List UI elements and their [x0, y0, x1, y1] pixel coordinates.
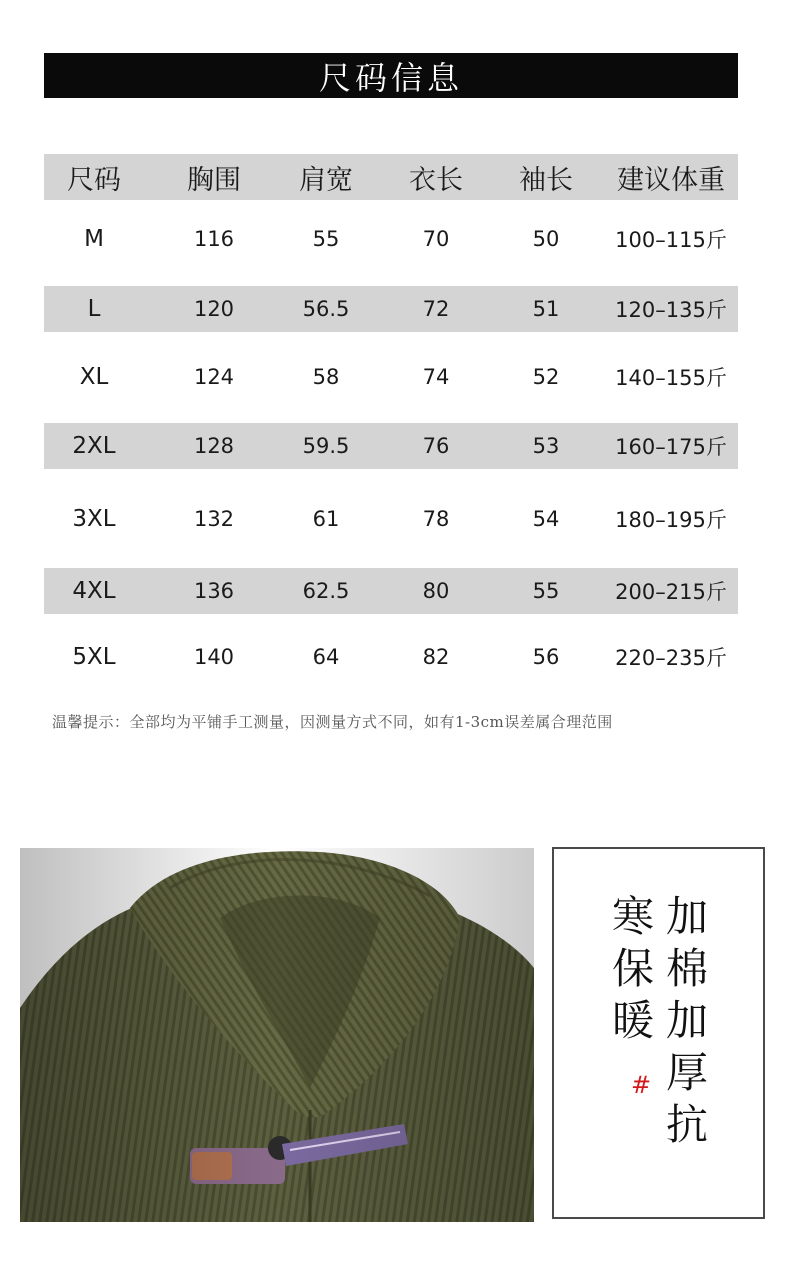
weight-cell: 220–235斤: [615, 646, 727, 670]
sleeve-cell: 53: [532, 434, 560, 458]
shoulder-cell: 61: [312, 507, 340, 531]
length-cell: 72: [422, 297, 450, 321]
length-cell: 70: [422, 227, 450, 251]
table-row: [44, 496, 738, 542]
size-cell: M: [84, 226, 104, 252]
table-row: [44, 568, 738, 614]
sleeve-cell: 50: [532, 227, 560, 251]
sleeve-cell: 51: [532, 297, 560, 321]
length-cell: 80: [422, 579, 450, 603]
promo-char: 厚: [666, 1048, 709, 1097]
size-info-title: 尺码信息: [44, 53, 738, 98]
promo-char: 加: [666, 892, 709, 941]
table-header: [44, 154, 738, 200]
sleeve-cell: 54: [532, 507, 560, 531]
jacket-collar-photo: [20, 848, 534, 1222]
header-size: 尺码: [67, 164, 121, 196]
sleeve-cell: 52: [532, 365, 560, 389]
table-row: [44, 354, 738, 400]
hash-mark: #: [631, 1071, 652, 1099]
header-shoulder: 肩宽: [299, 164, 353, 196]
chest-cell: 132: [193, 507, 235, 531]
promo-box: [552, 847, 765, 1219]
weight-cell: 120–135斤: [615, 298, 727, 322]
chest-cell: 116: [193, 227, 235, 251]
chest-cell: 120: [193, 297, 235, 321]
sleeve-cell: 56: [532, 645, 560, 669]
shoulder-cell: 58: [312, 365, 340, 389]
promo-right-column: [666, 891, 708, 1151]
promo-char: 保: [612, 944, 655, 993]
length-cell: 76: [422, 434, 450, 458]
weight-cell: 160–175斤: [615, 435, 727, 459]
chest-cell: 136: [193, 579, 235, 603]
shoulder-cell: 62.5: [302, 579, 350, 603]
promo-char: 暖: [612, 996, 655, 1045]
shoulder-cell: 55: [312, 227, 340, 251]
promo-char: 棉: [666, 944, 709, 993]
size-cell: 3XL: [72, 506, 116, 532]
size-cell: XL: [79, 364, 109, 390]
length-cell: 82: [422, 645, 450, 669]
weight-cell: 100–115斤: [615, 228, 727, 252]
measurement-note: 温馨提示：全部均为平铺手工测量，因测量方式不同，如有1-3cm误差属合理范围: [52, 713, 613, 731]
shoulder-cell: 56.5: [302, 297, 350, 321]
shoulder-cell: 64: [312, 645, 340, 669]
chest-cell: 140: [193, 645, 235, 669]
promo-left-column: [612, 891, 654, 1047]
header-length: 衣长: [409, 164, 463, 196]
promo-char: 抗: [666, 1100, 709, 1149]
table-row: [44, 634, 738, 680]
weight-cell: 200–215斤: [615, 580, 727, 604]
header-chest: 胸围: [187, 164, 241, 196]
size-cell: L: [87, 296, 101, 322]
size-cell: 4XL: [72, 578, 116, 604]
weight-cell: 140–155斤: [615, 366, 727, 390]
chest-cell: 124: [193, 365, 235, 389]
promo-char: 寒: [612, 892, 655, 941]
shoulder-cell: 59.5: [302, 434, 350, 458]
length-cell: 78: [422, 507, 450, 531]
size-cell: 5XL: [72, 644, 116, 670]
weight-cell: 180–195斤: [615, 508, 727, 532]
size-cell: 2XL: [72, 433, 116, 459]
table-row: [44, 286, 738, 332]
header-sleeve: 袖长: [519, 164, 573, 196]
length-cell: 74: [422, 365, 450, 389]
table-row: [44, 423, 738, 469]
header-weight: 建议体重: [617, 164, 725, 196]
chest-cell: 128: [193, 434, 235, 458]
sleeve-cell: 55: [532, 579, 560, 603]
table-row: [44, 216, 738, 262]
promo-char: 加: [666, 996, 709, 1045]
